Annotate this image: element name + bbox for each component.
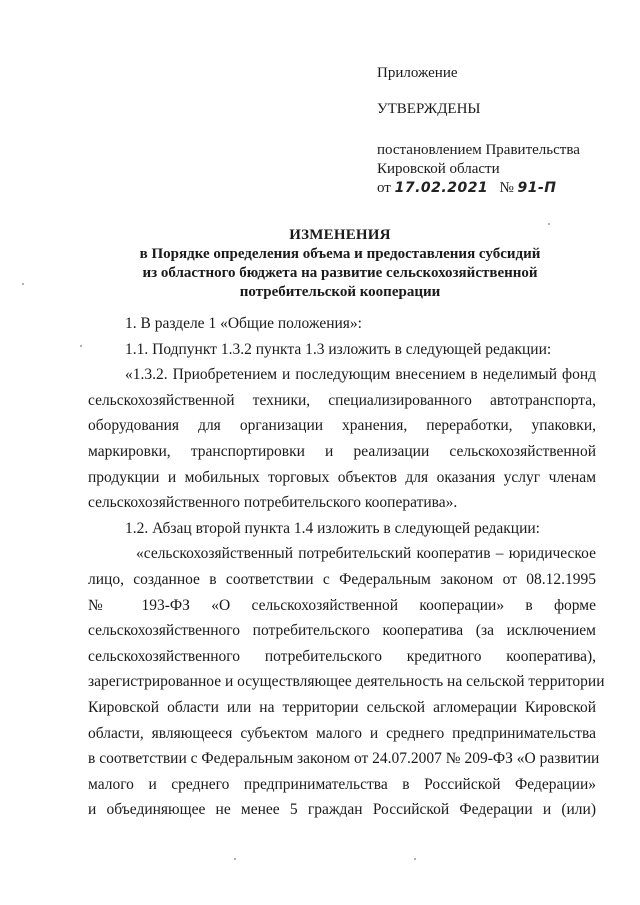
paragraph-3-line-4: маркировки, транспортировки и реализации сельскохозяйственной [88,442,596,460]
paragraph-1: 1. В разделе 1 «Общие положения»: [125,315,362,332]
paragraph-5 [88,541,605,823]
scan-speck [234,858,236,860]
document-body [88,311,605,823]
heading-line-2: из областного бюджета на развитие сельскохозяйственной [142,265,538,281]
paragraph-4: 1.2. Абзац второй пункта 1.4 изложить в следующей редакции: [125,519,540,537]
handwritten-date: 17.02.2021 [394,180,489,196]
approval-block [377,64,627,198]
scan-speck [414,858,416,860]
document-heading [90,226,590,302]
paragraph-5-line-6: зарегистрированное и осуществляющее деятельность на сельской территории [88,673,605,691]
approved-label: УТВЕРЖДЕНЫ [377,101,481,117]
decree-line-1: постановлением Правительства [377,142,580,158]
scan-speck [22,283,24,285]
paragraph-2: 1.1. Подпункт 1.3.2 пункта 1.3 изложить в следующей редакции: [125,340,552,358]
paragraph-5-line-10: малого и среднего предпринимательства в Российской Федерации» [88,775,596,793]
paragraph-5-line-7: Кировской области или на территории сельской агломерации Кировской [88,698,596,716]
paragraph-5-line-9: в соответствии с Федеральным законом от 24.07.2007 № 209-ФЗ «О развитии [88,750,600,768]
appendix-label: Приложение [377,65,458,81]
decree-line-2: Кировской области [377,161,500,177]
paragraph-5-line-4: сельскохозяйственного потребительского кооператива (за исключением [88,622,596,640]
paragraph-5-line-5: сельскохозяйственного потребительского кредитного кооператива), [88,647,596,665]
paragraph-5-line-11: и объединяющее не менее 5 граждан Российской Федерации и (или) [88,801,596,819]
scan-speck [548,223,550,225]
heading-line-3: потребительской кооперации [239,284,441,300]
paragraph-3-line-5: продукции и мобильных торговых объектов для оказания услуг членам [88,468,596,486]
number-label: № [499,180,514,196]
paragraph-3-line-2: сельскохозяйственной техники, специализированного автотранспорта, [88,391,596,409]
paragraph-3-line-1: «1.3.2. Приобретением и последующим внесением в неделимый фонд [125,366,596,384]
paragraph-5-line-2: лицо, созданное в соответствии с Федеральным законом от 08.12.1995 [88,570,596,588]
scan-speck [80,345,82,347]
paragraph-5-line-3: № 193-ФЗ «О сельскохозяйственной кооперации» в форме [88,596,596,614]
from-label: от [377,180,391,196]
paragraph-3-line-6: сельскохозяйственного потребительского кооператива». [88,494,458,512]
paragraph-5-line-8: области, являющееся субъектом малого и среднего предпринимательства [88,724,596,742]
handwritten-number: 91-П [517,180,557,196]
heading-line-1: в Порядке определения объема и предоставления субсидий [139,246,541,262]
paragraph-3 [88,362,596,516]
decree-date-line [377,179,627,198]
paragraph-5-line-1: «сельскохозяйственный потребительский кооператив – юридическое [136,545,596,563]
heading-title: ИЗМЕНЕНИЯ [289,227,391,243]
paragraph-3-line-3: оборудования для организации хранения, переработки, упаковки, [88,417,596,435]
